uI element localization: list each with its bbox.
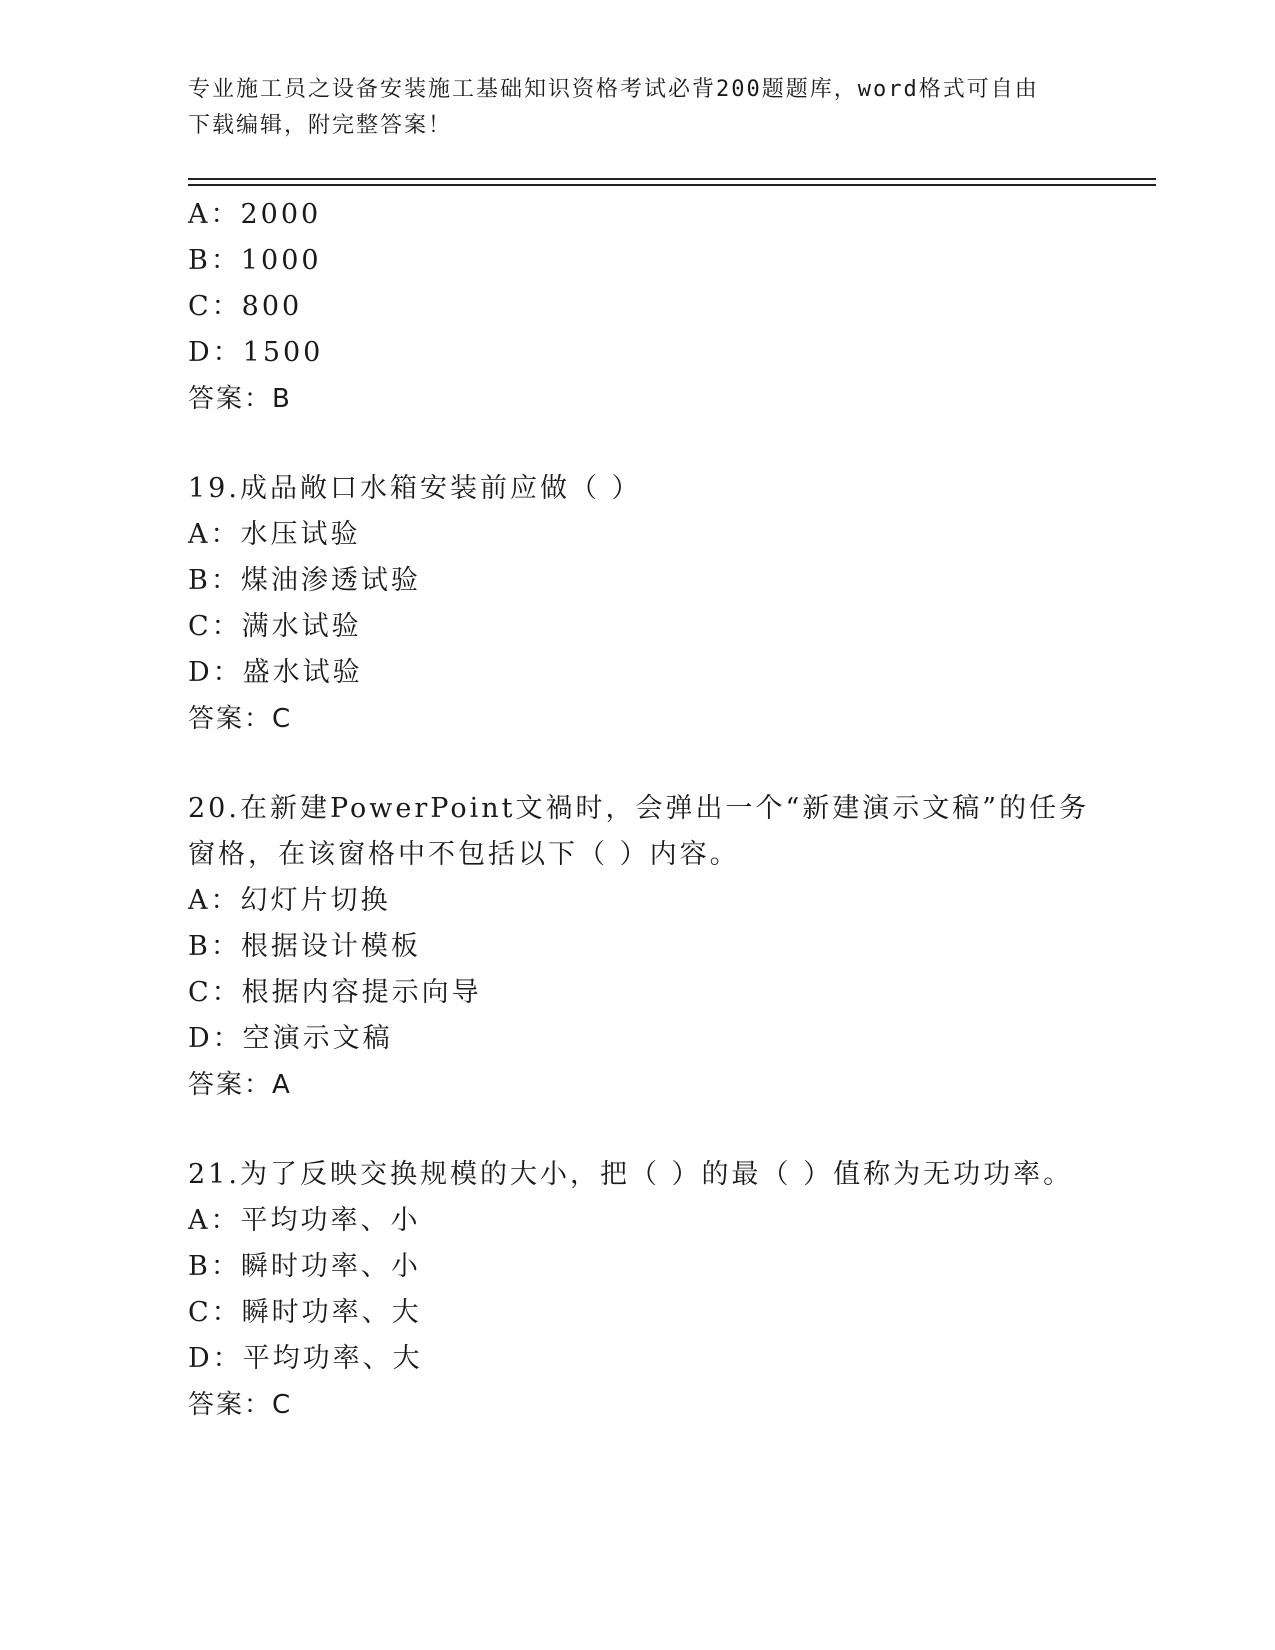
question-20 [188, 786, 1088, 1108]
option-c: C：瞬时功率、大 [188, 1297, 422, 1328]
answer: 答案：C [188, 704, 293, 734]
option-b: B：根据设计模板 [188, 931, 421, 962]
option-b: B：1000 [188, 245, 322, 276]
answer: 答案：C [188, 1390, 293, 1420]
option-b: B：瞬时功率、小 [188, 1251, 421, 1282]
option-a: A：幻灯片切换 [188, 885, 391, 916]
option-d: D：平均功率、大 [188, 1343, 423, 1374]
question-18 [188, 192, 1088, 422]
spacer [188, 1108, 1088, 1152]
question-stem: 21.为了反映交换规模的大小，把（ ）的最（ ）值称为无功功率。 [188, 1159, 1074, 1190]
question-stem-line-1: 20.在新建PowerPoint文禍时，会弹出一个“新建演示文稿”的任务 [188, 793, 1090, 824]
question-stem-line-2: 窗格，在该窗格中不包括以下（ ）内容。 [188, 839, 740, 870]
answer: 答案：A [188, 1070, 292, 1100]
option-d: D：1500 [188, 337, 324, 368]
question-21 [188, 1152, 1088, 1428]
option-c: C：根据内容提示向导 [188, 977, 482, 1008]
option-d: D：空演示文稿 [188, 1023, 393, 1054]
header-divider-bottom [188, 184, 1156, 186]
option-a: A：平均功率、小 [188, 1205, 421, 1236]
question-19 [188, 466, 1088, 742]
document-header [188, 72, 1088, 144]
spacer [188, 422, 1088, 466]
option-c: C：满水试验 [188, 611, 362, 642]
spacer [188, 742, 1088, 786]
header-line-2: 下载编辑，附完整答案！ [188, 113, 453, 138]
option-d: D：盛水试验 [188, 657, 363, 688]
option-c: C：800 [188, 291, 303, 322]
header-line-1: 专业施工员之设备安装施工基础知识资格考试必背200题题库，word格式可自由 [188, 77, 1039, 102]
question-content [188, 192, 1088, 1428]
option-a: A：2000 [188, 199, 322, 230]
answer: 答案：B [188, 384, 292, 414]
question-stem: 19.成品敞口水箱安装前应做（ ） [188, 473, 642, 504]
header-divider-top [188, 178, 1156, 180]
option-b: B：煤油渗透试验 [188, 565, 421, 596]
option-a: A：水压试验 [188, 519, 361, 550]
